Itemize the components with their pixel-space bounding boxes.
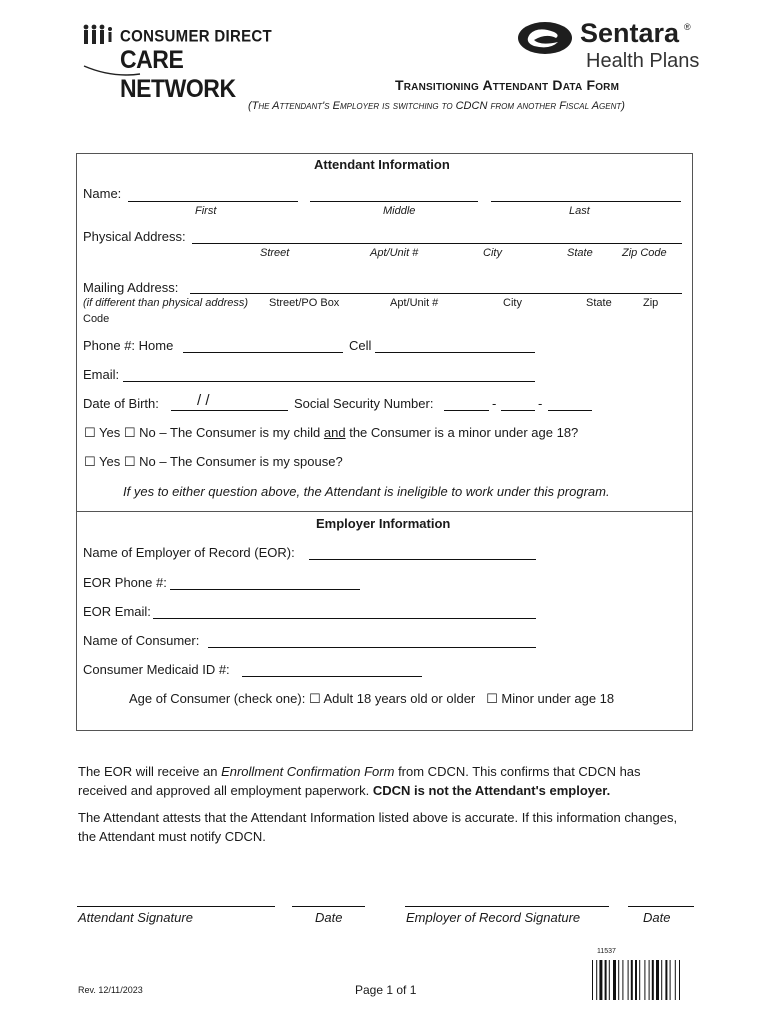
employer-heading: Employer Information	[316, 516, 451, 531]
p1-bold: CDCN is not the Attendant's employer.	[372, 783, 611, 798]
state2-caption: State	[586, 297, 612, 309]
q1-yes-label: Yes	[99, 425, 121, 440]
eor-date-field[interactable]	[628, 906, 694, 907]
eor-phone-label: EOR Phone #:	[83, 575, 167, 590]
q1-and: and	[323, 425, 346, 440]
physical-address-field[interactable]	[192, 243, 682, 244]
attestation-paragraph: The Attendant attests that the Attendant Information listed above is accurate. If this information changes, the Attendant must notify CDCN.	[78, 810, 678, 844]
registered-mark: ®	[684, 22, 691, 32]
ssn-part2-field[interactable]	[501, 410, 535, 411]
email-field[interactable]	[123, 381, 535, 382]
medicaid-id-label: Consumer Medicaid ID #:	[83, 662, 230, 677]
age-label: Age of Consumer (check one):	[129, 691, 306, 706]
mailing-note: (if different than physical address)	[83, 297, 249, 309]
form-number: 11537	[597, 948, 616, 955]
dob-separators: / /	[197, 392, 210, 409]
ssn-part1-field[interactable]	[444, 410, 489, 411]
first-name-field[interactable]	[128, 201, 298, 202]
apt2-caption: Apt/Unit #	[390, 297, 439, 309]
q2-yes-checkbox[interactable]: ☐	[84, 454, 96, 469]
middle-name-field[interactable]	[310, 201, 478, 202]
q1-rest: the Consumer is a minor under age 18?	[345, 425, 579, 440]
form-subtitle: (The Attendant's Employer is switching to CDCN from another Fiscal Agent)	[248, 100, 625, 112]
street-po-caption: Street/PO Box	[269, 297, 340, 309]
dob-label: Date of Birth:	[83, 396, 159, 411]
eor-name-field[interactable]	[309, 559, 536, 560]
q1-row	[84, 425, 578, 441]
minor-checkbox[interactable]: ☐	[486, 691, 498, 706]
code2-caption: Code	[83, 313, 110, 325]
sentara-logo	[516, 16, 706, 76]
phone-cell-field[interactable]	[375, 352, 535, 353]
attendant-heading: Attendant Information	[314, 157, 450, 172]
street-caption: Street	[260, 247, 290, 259]
p1-form-name: Enrollment Confirmation Form	[221, 764, 395, 779]
attendant-date-field[interactable]	[292, 906, 365, 907]
cdcn-logo	[82, 20, 273, 103]
city-caption: City	[483, 247, 502, 259]
eor-name-label: Name of Employer of Record (EOR):	[83, 545, 295, 560]
ssn-dash-1: -	[492, 396, 497, 411]
eor-signature-label: Employer of Record Signature	[406, 910, 581, 925]
q1-no-checkbox[interactable]: ☐	[123, 425, 136, 440]
attendant-signature-field[interactable]	[77, 906, 275, 907]
email-label: Email:	[83, 367, 120, 382]
adult-label: Adult 18 years old or older	[323, 691, 476, 706]
form-title: Transitioning Attendant Data Form	[395, 77, 620, 93]
q1-yes-checkbox[interactable]: ☐	[84, 425, 96, 440]
name-label: Name:	[83, 186, 122, 201]
phone-home-field[interactable]	[183, 352, 343, 353]
eor-email-field[interactable]	[153, 618, 536, 619]
city2-caption: City	[503, 297, 522, 309]
q2-yes-label: Yes	[99, 454, 121, 469]
barcode-icon	[591, 960, 700, 1000]
state-caption: State	[567, 247, 593, 259]
apt-caption: Apt/Unit #	[370, 247, 419, 259]
q2-row	[84, 454, 343, 470]
date-label-1: Date	[315, 910, 343, 925]
minor-label: Minor under age 18	[501, 691, 615, 706]
adult-checkbox[interactable]: ☐	[308, 691, 321, 706]
phone-cell-label: Cell	[349, 338, 372, 353]
p1-text-b: from CDCN. This confirms that CDCN has received and approved all employment paperwork.	[78, 764, 641, 798]
cdcn-logo-line1: CONSUMER DIRECT	[120, 27, 273, 46]
zip-caption: Zip Code	[622, 247, 667, 259]
last-name-field[interactable]	[491, 201, 681, 202]
consumer-name-field[interactable]	[208, 647, 536, 648]
ssn-label: Social Security Number:	[294, 396, 434, 411]
ineligible-note: If yes to either question above, the Attendant is ineligible to work under this program.	[123, 484, 610, 499]
dob-field[interactable]	[171, 410, 288, 411]
mailing-address-label: Mailing Address:	[83, 280, 179, 295]
q2-no-checkbox[interactable]: ☐	[123, 454, 136, 469]
enrollment-paragraph	[78, 762, 688, 800]
sentara-subtitle: Health Plans	[586, 50, 700, 72]
phone-home-label: Phone #: Home	[83, 338, 174, 353]
middle-caption: Middle	[383, 205, 416, 217]
first-caption: First	[195, 205, 217, 217]
q1-no-prefix: No – The Consumer is my child	[139, 425, 324, 440]
p1-text-a: The EOR will receive an	[78, 764, 222, 779]
people-icon	[82, 24, 118, 51]
eor-email-label: EOR Email:	[83, 604, 151, 619]
physical-address-label: Physical Address:	[83, 229, 186, 244]
consumer-name-label: Name of Consumer:	[83, 633, 200, 648]
ssn-dash-2: -	[538, 396, 543, 411]
q2-no-label: No – The Consumer is my spouse?	[139, 454, 343, 469]
eor-phone-field[interactable]	[170, 589, 360, 590]
age-row	[129, 691, 614, 707]
ssn-part3-field[interactable]	[548, 410, 592, 411]
eor-signature-field[interactable]	[405, 906, 609, 907]
date-label-2: Date	[643, 910, 671, 925]
cdcn-logo-line2: CARE NETWORK	[120, 46, 236, 103]
attendant-signature-label: Attendant Signature	[78, 910, 193, 925]
last-caption: Last	[569, 205, 590, 217]
medicaid-id-field[interactable]	[242, 676, 422, 677]
sentara-s-icon	[516, 20, 574, 56]
section-divider	[76, 511, 693, 512]
page-number: Page 1 of 1	[355, 983, 417, 997]
zip2-caption: Zip	[643, 297, 659, 309]
revision-date: Rev. 12/11/2023	[78, 985, 143, 995]
sentara-name: Sentara	[580, 18, 680, 48]
swoosh-icon	[82, 62, 142, 76]
mailing-address-field[interactable]	[190, 293, 682, 294]
